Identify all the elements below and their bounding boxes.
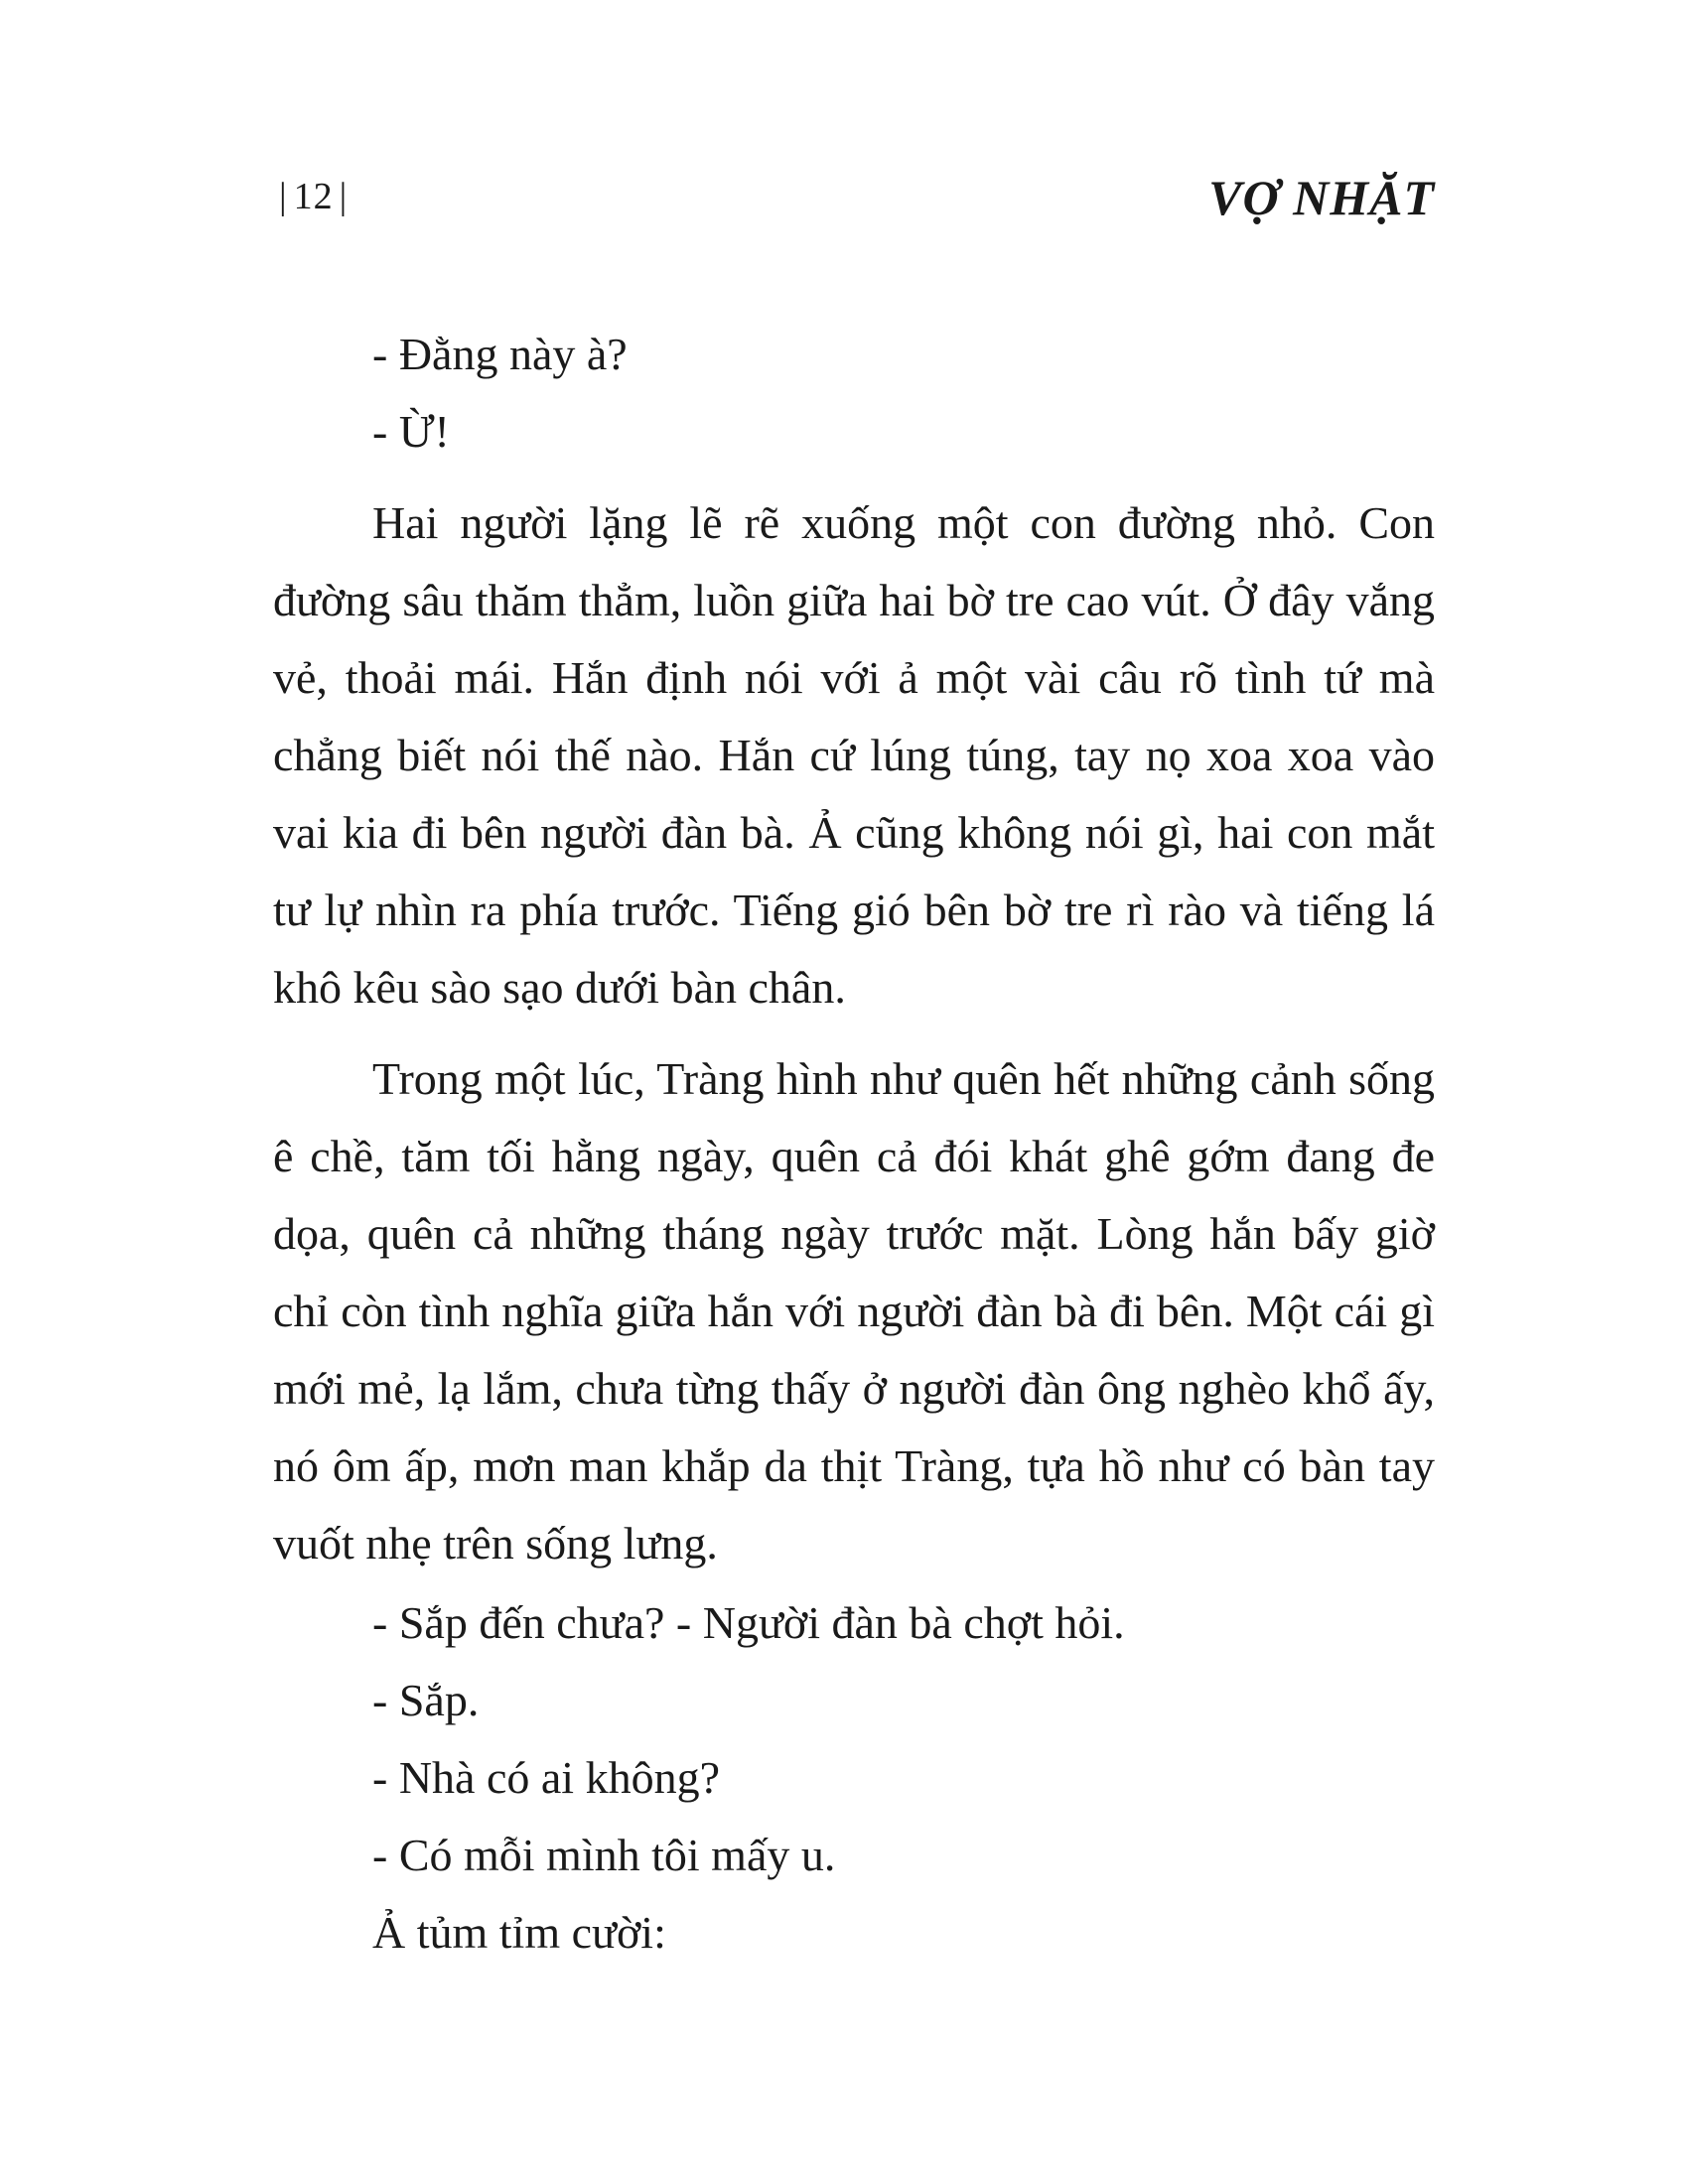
body-text bbox=[273, 316, 1435, 1972]
paragraph: Trong một lúc, Tràng hình như quên hết những cảnh sống ê chề, tăm tối hằng ngày, quên cả đói khát ghê gớm đang đe dọa, quên cả những tháng ngày trước mặt. Lòng hắn bấy giờ chỉ còn tình nghĩa giữa hắn với người đàn bà đi bên. Một cái gì mới mẻ, lạ lắm, chưa từng thấy ở người đàn ông nghèo khổ ấy, nó ôm ấp, mơn man khắp da thịt Tràng, tựa hồ như có bàn tay vuốt nhẹ trên sống lưng. bbox=[273, 1053, 1435, 1569]
dialogue-line: - Nhà có ai không? bbox=[372, 1752, 720, 1803]
page-header bbox=[273, 169, 1435, 238]
page-number-value: 12 bbox=[293, 176, 334, 217]
paragraph: Hai người lặng lẽ rẽ xuống một con đường nhỏ. Con đường sâu thăm thẳm, luồn giữa hai bờ tre cao vút. Ở đây vắng vẻ, thoải mái. Hắn định nói với ả một vài câu rõ tình tứ mà chẳng biết nói thế nào. Hắn cứ lúng túng, tay nọ xoa xoa vào vai kia đi bên người đàn bà. Ả cũng không nói gì, hai con mắt tư lự nhìn ra phía trước. Tiếng gió bên bờ tre rì rào và tiếng lá khô kêu sào sạo dưới bàn chân. bbox=[273, 497, 1435, 1013]
dialogue-line: - Sắp. bbox=[372, 1675, 480, 1725]
page-number: | 12 | bbox=[279, 176, 349, 217]
narration-line: Ả tủm tỉm cười: bbox=[372, 1907, 666, 1958]
dialogue-line: - Đằng này à? bbox=[372, 329, 628, 379]
dialogue-line: - Ừ! bbox=[372, 406, 450, 457]
dialogue-line: - Sắp đến chưa? - Người đàn bà chợt hỏi. bbox=[372, 1597, 1125, 1648]
dialogue-line: - Có mỗi mình tôi mấy u. bbox=[372, 1830, 836, 1880]
running-title: VỢ NHẶT bbox=[1208, 170, 1435, 225]
